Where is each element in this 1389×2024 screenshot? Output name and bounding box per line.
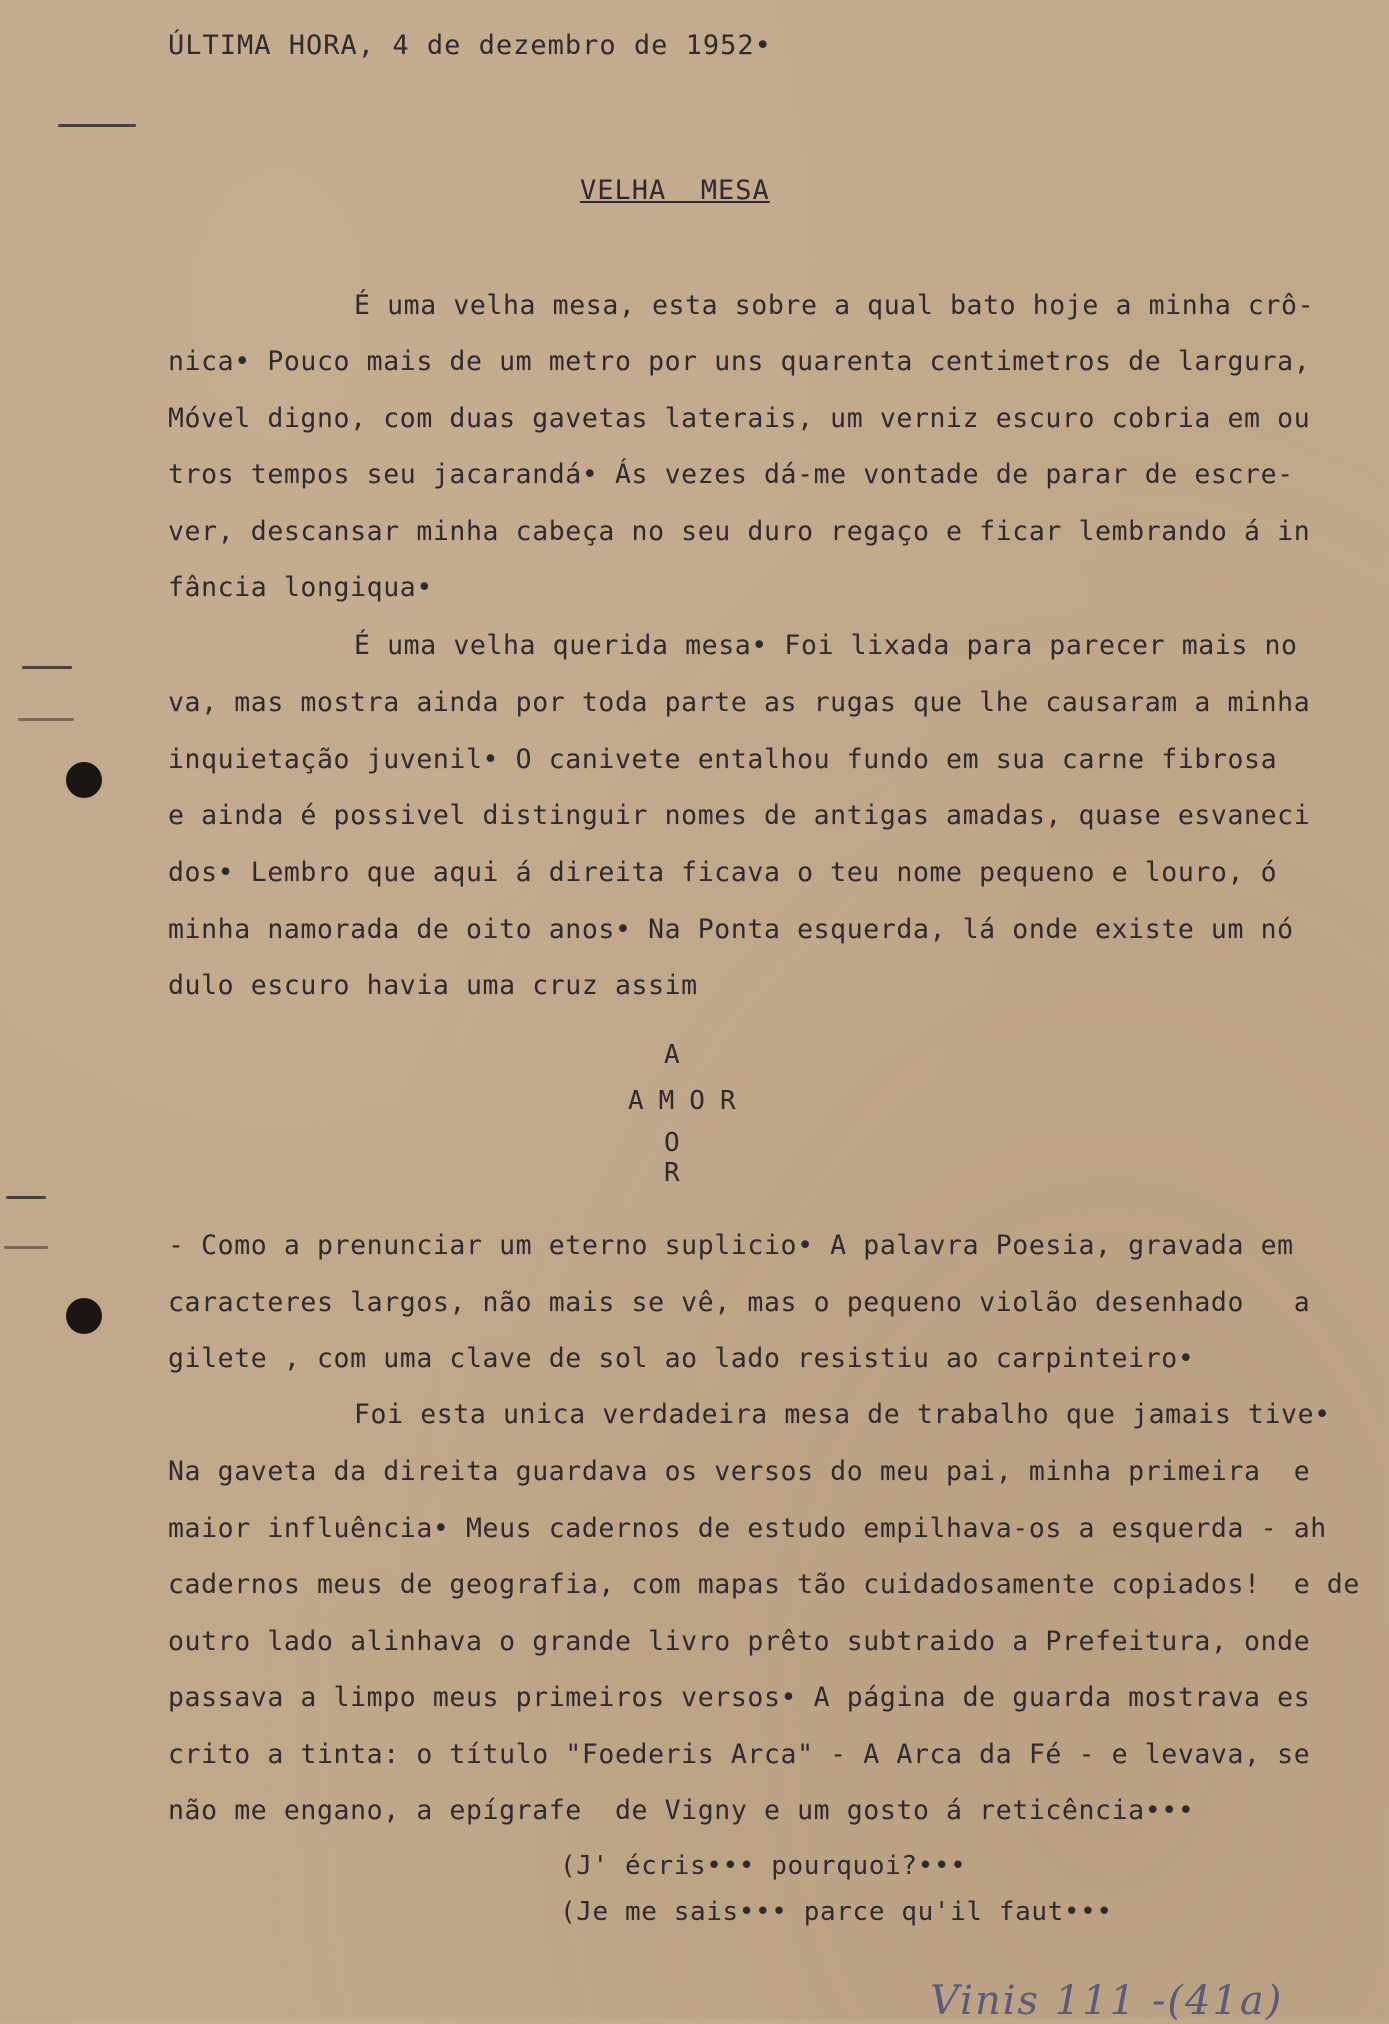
ink-mark <box>6 1196 46 1199</box>
text-line: caracteres largos, não mais se vê, mas o pequeno violão desenhado a <box>168 1287 1311 1318</box>
text-line: crito a tinta: o título "Foederis Arca" - A Arca da Fé - e levava, se <box>168 1739 1311 1770</box>
cross-bottom-letter: R <box>664 1158 686 1188</box>
text-line: ver, descansar minha cabeça no seu duro regaço e ficar lembrando á in <box>168 516 1311 547</box>
ink-mark <box>58 124 136 127</box>
text-line: Na gaveta da direita guardava os versos do meu pai, minha primeira e <box>168 1456 1311 1487</box>
newspaper-dateline: ÚLTIMA HORA, 4 de dezembro de 1952• <box>168 30 772 61</box>
text-line: É uma velha mesa, esta sobre a qual bato hoje a minha crô- <box>354 290 1315 321</box>
text-line: va, mas mostra ainda por toda parte as rugas que lhe causaram a minha <box>168 687 1311 718</box>
text-line: dulo escuro havia uma cruz assim <box>168 970 698 1001</box>
cross-third-letter: O <box>664 1128 686 1158</box>
text-line: dos• Lembro que aqui á direita ficava o teu nome pequeno e louro, ó <box>168 857 1278 888</box>
text-line: cadernos meus de geografia, com mapas tão cuidadosamente copiados! e de <box>168 1569 1360 1600</box>
cross-middle-word: AMOR <box>628 1086 751 1116</box>
text-line: e ainda é possivel distinguir nomes de antigas amadas, quase esvaneci <box>168 800 1311 831</box>
ink-mark <box>4 1246 48 1249</box>
text-line: gilete , com uma clave de sol ao lado resistiu ao carpinteiro• <box>168 1343 1195 1374</box>
ink-mark <box>18 718 74 721</box>
text-line: fância longiqua• <box>168 572 433 603</box>
text-line: não me engano, a epígrafe de Vigny e um gosto á reticência••• <box>168 1795 1195 1826</box>
handwritten-archive-note: Vinis 111 -(41a) <box>930 1978 1284 2024</box>
text-line: - Como a prenunciar um eterno suplicio• A palavra Poesia, gravada em <box>168 1230 1294 1261</box>
text-line: nica• Pouco mais de um metro por uns quarenta centimetros de largura, <box>168 346 1311 377</box>
article-title: VELHA MESA <box>580 175 770 206</box>
french-quote-line: (Je me sais••• parce qu'il faut••• <box>560 1897 1113 1927</box>
ink-mark <box>22 666 72 669</box>
text-line: tros tempos seu jacarandá• Ás vezes dá-me vontade de parar de escre- <box>168 459 1294 490</box>
cross-top-letter: A <box>664 1040 686 1070</box>
text-line: Foi esta unica verdadeira mesa de trabalho que jamais tive• <box>354 1399 1331 1430</box>
text-line: maior influência• Meus cadernos de estudo empilhava-os a esquerda - ah <box>168 1513 1327 1544</box>
punch-hole-icon <box>66 762 102 798</box>
punch-hole-icon <box>66 1298 102 1334</box>
text-line: inquietação juvenil• O canivete entalhou fundo em sua carne fibrosa <box>168 744 1278 775</box>
text-line: outro lado alinhava o grande livro prêto subtraido a Prefeitura, onde <box>168 1626 1311 1657</box>
french-quote-line: (J' écris••• pourquoi?••• <box>560 1851 967 1881</box>
text-line: Móvel digno, com duas gavetas laterais, um verniz escuro cobria em ou <box>168 403 1311 434</box>
text-line: minha namorada de oito anos• Na Ponta esquerda, lá onde existe um nó <box>168 914 1294 945</box>
text-line: passava a limpo meus primeiros versos• A página de guarda mostrava es <box>168 1682 1311 1713</box>
text-line: É uma velha querida mesa• Foi lixada para parecer mais no <box>354 630 1298 661</box>
